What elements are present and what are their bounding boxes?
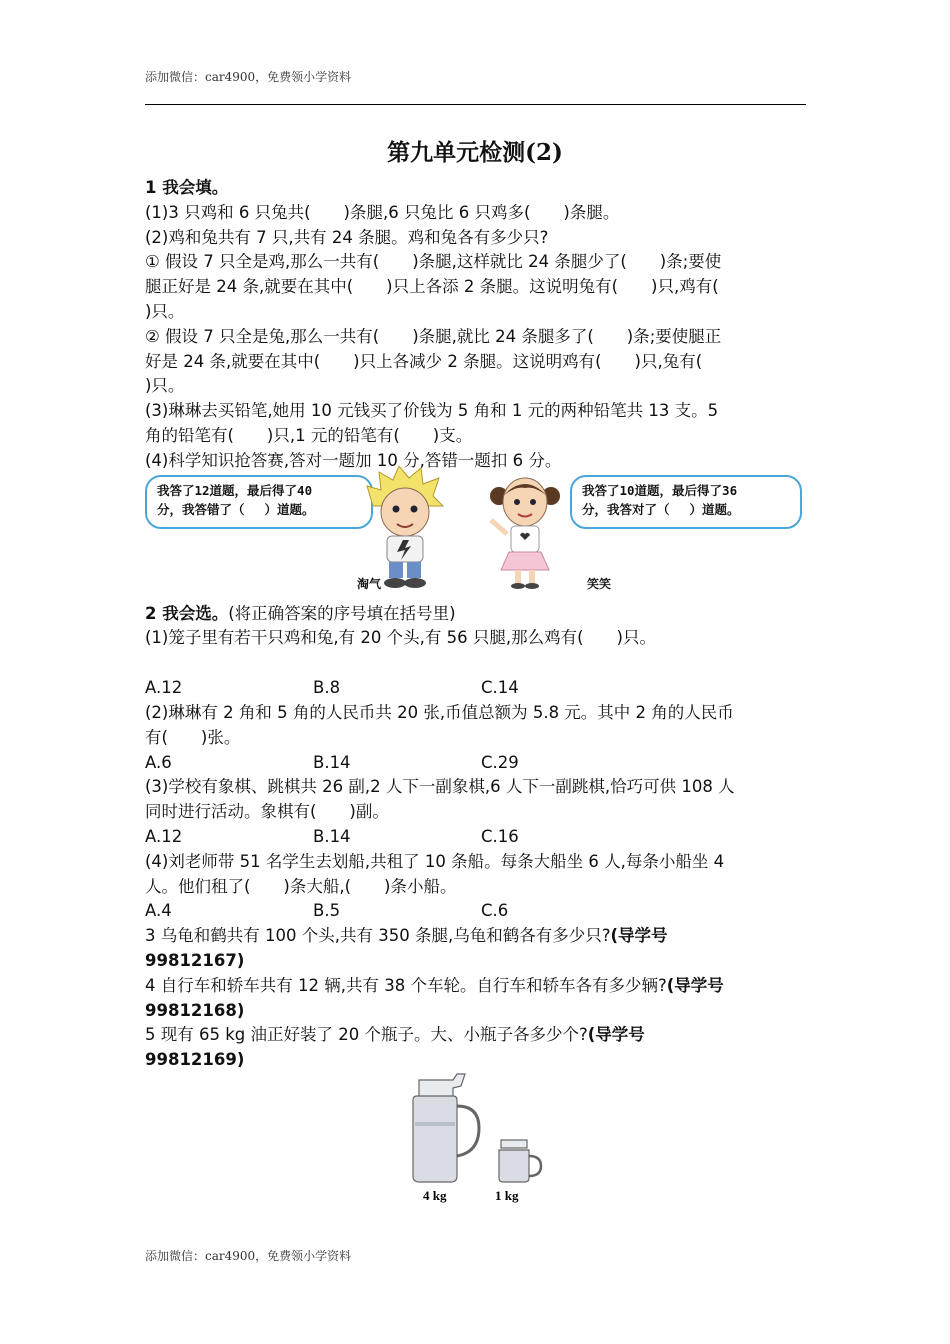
option: C.29 — [481, 752, 519, 772]
section2-heading — [145, 602, 807, 627]
section3-ref-number: 99812167) — [145, 950, 245, 970]
s1-q2a-line2: 腿正好是 24 条,就要在其中( )只上各添 2 条腿。这说明兔有( )只,鸡有( — [145, 277, 719, 297]
s1-q2a-line3: )只。 — [145, 301, 185, 321]
s2-q4-options — [145, 899, 807, 924]
spacer — [145, 651, 807, 676]
speech-bubble-boy — [145, 475, 373, 529]
bubble-girl-line2: 分，我答对了（ ）道题。 — [582, 501, 740, 517]
section3-ref: (导学号 — [610, 926, 668, 946]
s2-q1-options — [145, 676, 807, 701]
option: A.6 — [145, 752, 172, 772]
quiz-illustration — [145, 474, 807, 602]
girl-name: 笑笑 — [587, 576, 612, 591]
bubble-girl-line1: 我答了10道题，最后得了36 — [582, 482, 738, 498]
footer-note: 添加微信：car4900，免费领小学资料 — [145, 1249, 352, 1263]
header-rule — [145, 104, 806, 105]
option: C.16 — [481, 826, 519, 846]
section4-ref-number: 99812168) — [145, 1000, 245, 1020]
boy-name: 淘气 — [357, 576, 382, 591]
s2-q2-line1: (2)琳琳有 2 角和 5 角的人民币共 20 张,币值总额为 5.8 元。其中 2 角的人民币 — [145, 702, 734, 722]
s1-q2b-line3: )只。 — [145, 376, 185, 396]
option: C.6 — [481, 901, 509, 921]
s2-q2-options — [145, 751, 807, 776]
s1-q2: (2)鸡和兔共有 7 只,共有 24 条腿。鸡和兔各有多少只? — [145, 227, 549, 247]
s2-q3-options — [145, 825, 807, 850]
option: B.14 — [313, 752, 351, 772]
section3-line1 — [145, 924, 807, 949]
section1-heading: 1 我会填。 — [145, 178, 229, 197]
option: C.14 — [481, 678, 519, 698]
s1-q4: (4)科学知识抢答赛,答对一题加 10 分,答错一题扣 6 分。 — [145, 450, 562, 470]
header-note: 添加微信：car4900，免费领小学资料 — [145, 70, 352, 84]
section4-ref: (导学号 — [666, 975, 724, 995]
s2-q2-line2: 有( )张。 — [145, 727, 241, 747]
s1-q2a-line1: ① 假设 7 只全是鸡,那么一共有( )条腿,这样就比 24 条腿少了( )条;要使 — [145, 252, 722, 272]
s1-q3-line1: (3)琳琳去买铅笔,她用 10 元钱买了价钱为 5 角和 1 元的两种铅笔共 13 支。5 — [145, 401, 719, 421]
section5-ref-number: 99812169) — [145, 1050, 245, 1070]
s2-q1: (1)笼子里有若干只鸡和兔,有 20 个头,有 56 只腿,那么鸡有( )只。 — [145, 628, 656, 648]
section2-heading-note: (将正确答案的序号填在括号里) — [228, 603, 456, 623]
small-bottle-label: 1 kg — [495, 1188, 519, 1203]
s2-q3-line1: (3)学校有象棋、跳棋共 26 副,2 人下一副象棋,6 人下一副跳棋,恰巧可供 108 人 — [145, 777, 735, 797]
girl-illustration — [485, 472, 565, 592]
section4-text: 4 自行车和轿车共有 12 辆,共有 38 个车轮。自行车和轿车各有多少辆? — [145, 975, 667, 995]
s2-q4-line2: 人。他们租了( )条大船,( )条小船。 — [145, 876, 457, 896]
s2-q4-line1: (4)刘老师带 51 名学生去划船,共租了 10 条船。每条大船坐 6 人,每条小船坐 4 — [145, 851, 725, 871]
option: A.12 — [145, 826, 183, 846]
section2-heading-label: 2 我会选。 — [145, 603, 229, 623]
oil-bottles-illustration — [405, 1072, 550, 1210]
big-bottle-label: 4 kg — [423, 1188, 447, 1203]
s1-q2b-line1: ② 假设 7 只全是兔,那么一共有( )条腿,就比 24 条腿多了( )条;要使腿正 — [145, 326, 722, 346]
small-bottle — [499, 1140, 541, 1182]
bubble-boy-line1: 我答了12道题，最后得了40 — [157, 482, 313, 498]
worksheet-content — [145, 176, 807, 1073]
bubble-boy-line2: 分，我答错了（ ）道题。 — [157, 501, 315, 517]
option: B.14 — [313, 826, 351, 846]
section5-ref: (导学号 — [587, 1025, 645, 1045]
s1-q3-line2: 角的铅笔有( )只,1 元的铅笔有( )支。 — [145, 425, 473, 445]
s2-q3-line2: 同时进行活动。象棋有( )副。 — [145, 802, 389, 822]
option: B.8 — [313, 678, 341, 698]
option: B.5 — [313, 901, 341, 921]
section4-line1 — [145, 974, 807, 999]
page-title: 第九单元检测(2) — [387, 139, 563, 166]
section5-line1 — [145, 1023, 807, 1048]
option: A.12 — [145, 678, 183, 698]
speech-bubble-girl — [570, 475, 802, 529]
option: A.4 — [145, 901, 172, 921]
section3-text: 3 乌龟和鹤共有 100 个头,共有 350 条腿,乌龟和鹤各有多少只? — [145, 926, 611, 946]
s1-q1: (1)3 只鸡和 6 只兔共( )条腿,6 只兔比 6 只鸡多( )条腿。 — [145, 202, 620, 222]
section5-text: 5 现有 65 kg 油正好装了 20 个瓶子。大、小瓶子各多少个? — [145, 1025, 588, 1045]
s1-q2b-line2: 好是 24 条,就要在其中( )只上各减少 2 条腿。这说明鸡有( )只,兔有( — [145, 351, 703, 371]
big-bottle — [413, 1074, 479, 1182]
